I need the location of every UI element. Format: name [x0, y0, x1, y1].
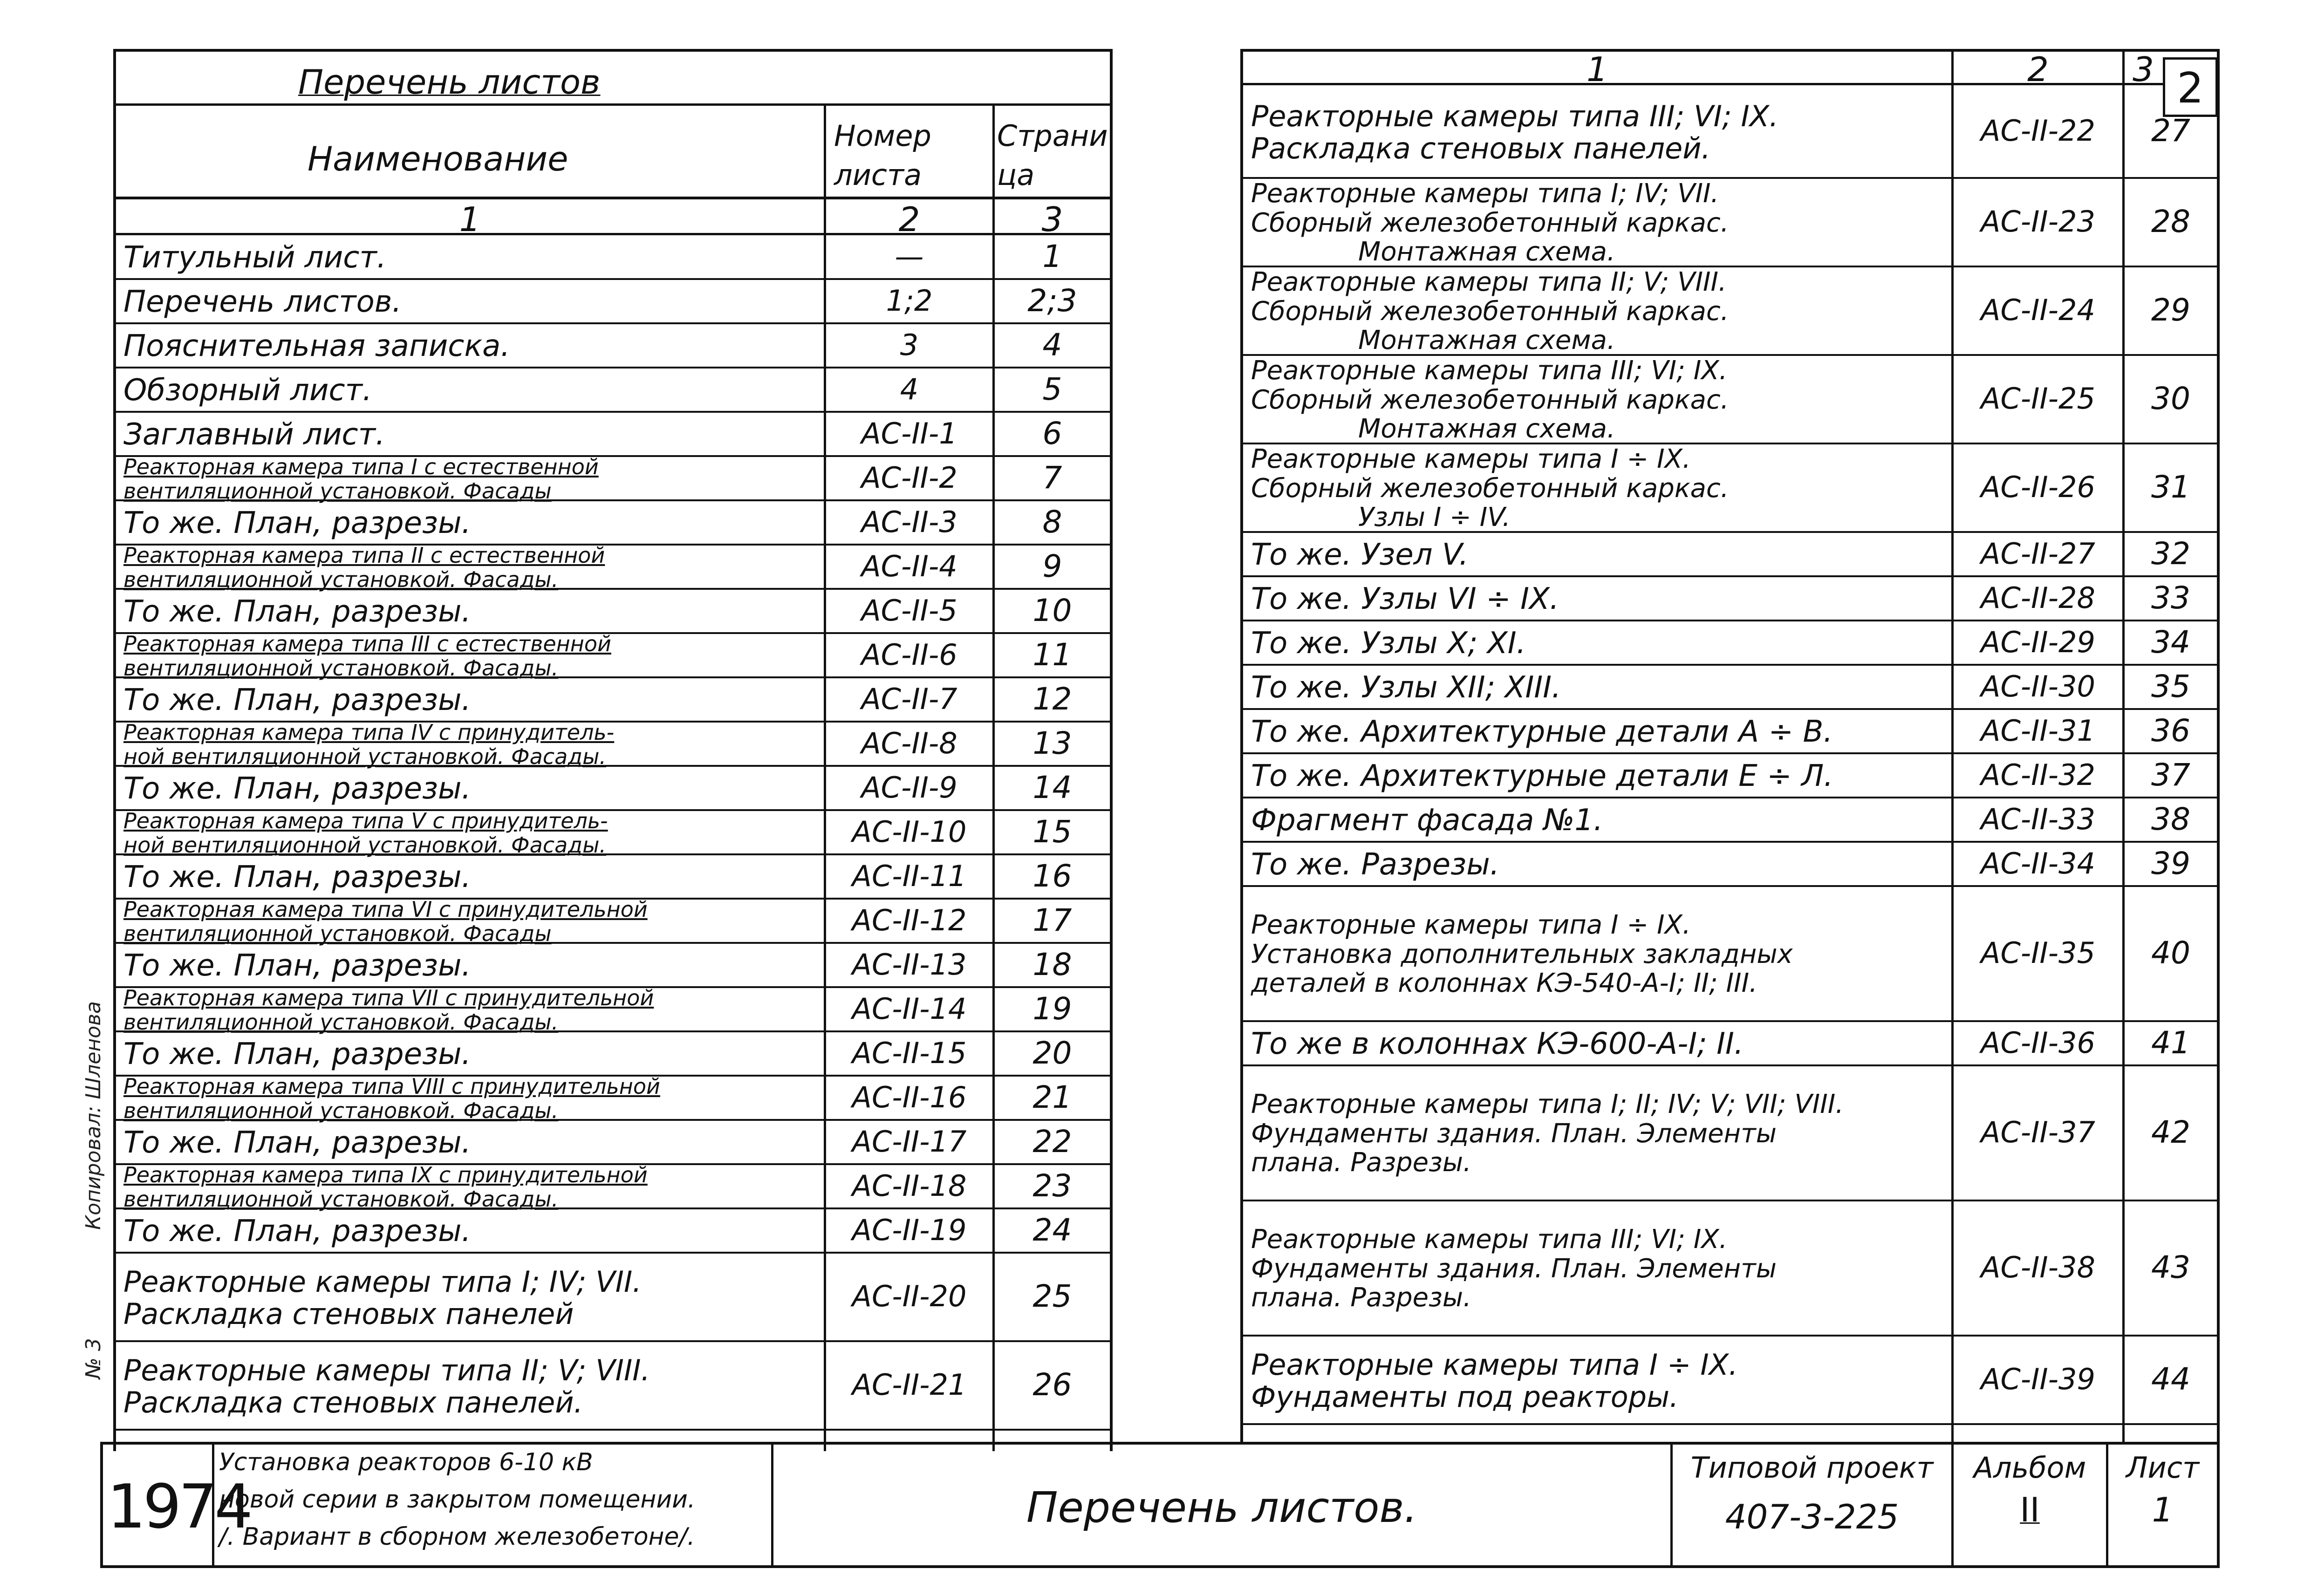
row-sheet-number: АС-II-33 [1981, 802, 2095, 836]
row-name-line: вентиляционной установкой. Фасады. [123, 1098, 559, 1123]
row-name-line: плана. Разрезы. [1251, 1147, 1471, 1178]
row-name-line: То же. Архитектурные детали Е ÷ Л. [1251, 758, 1833, 793]
row-name-line: Реакторная камера типа VII с принудительной [123, 985, 654, 1010]
row-sheet-number: АС-II-24 [1981, 293, 2095, 327]
row-name-line: Сборный железобетонный каркас. [1251, 384, 1729, 415]
row-name-line: Фундаменты здания. План. Элементы [1251, 1118, 1777, 1149]
row-name-line: Перечень листов. [123, 284, 402, 319]
row-sheet-number: АС-II-22 [1981, 114, 2095, 148]
row-sheet-number: АС-II-7 [861, 682, 957, 716]
row-page-number: 42 [2151, 1114, 2190, 1150]
row-name-line: Заглавный лист. [123, 417, 385, 452]
row-sheet-number: АС-II-26 [1981, 470, 2095, 504]
row-page-number: 23 [1032, 1167, 1072, 1204]
row-page-number: 13 [1032, 725, 1072, 761]
row-name-line: Установка дополнительных закладных [1251, 939, 1793, 969]
row-divider [1240, 841, 2220, 843]
row-name-line: ной вентиляционной установкой. Фасады. [123, 743, 607, 769]
row-name-line: Реакторные камеры типа I ÷ IX. [1251, 443, 1691, 474]
row-page-number: 28 [2151, 204, 2190, 239]
title-block-year: 1974 [107, 1471, 250, 1542]
row-divider [113, 322, 1113, 324]
row-divider [113, 367, 1113, 368]
row-divider [1240, 620, 2220, 621]
row-name-line: ной вентиляционной установкой. Фасады. [123, 832, 607, 858]
row-page-number: 25 [1032, 1278, 1072, 1314]
row-sheet-number: АС-II-12 [852, 903, 967, 937]
row-name-line: Реакторная камера типа VI с принудительной [123, 896, 648, 922]
row-name-line: Реакторная камера типа I с естественной [123, 454, 599, 479]
row-sheet-number: АС-II-28 [1981, 580, 2095, 615]
row-page-number: 1 [1042, 238, 1062, 274]
row-name-line: Реакторная камера типа IV с принудитель- [123, 719, 615, 745]
row-page-number: 38 [2151, 801, 2190, 837]
row-name-line: Монтажная схема. [1358, 325, 1615, 356]
row-page-number: 17 [1032, 902, 1072, 938]
row-sheet-number: АС-II-2 [861, 460, 957, 495]
left-colnum-3: 3 [1041, 200, 1063, 239]
row-page-number: 44 [2151, 1361, 2190, 1397]
row-name-line: То же. План, разрезы. [123, 859, 471, 894]
right-colnum-1: 1 [1586, 50, 1608, 89]
row-page-number: 20 [1032, 1035, 1072, 1071]
sheet-label: Лист [2126, 1451, 2200, 1485]
row-page-number: 6 [1042, 415, 1062, 451]
row-sheet-number: АС-II-4 [861, 549, 957, 583]
row-page-number: 12 [1032, 681, 1072, 717]
row-page-number: 40 [2151, 935, 2190, 971]
row-page-number: 14 [1032, 769, 1072, 805]
row-divider [1240, 1200, 2220, 1201]
row-divider [1240, 1423, 2220, 1425]
row-name-line: Фундаменты под реакторы. [1251, 1380, 1679, 1414]
row-page-number: 34 [2151, 624, 2190, 660]
header-page: Страница [997, 119, 1108, 192]
row-sheet-number: 1;2 [886, 283, 933, 318]
row-sheet-number: 4 [900, 372, 919, 406]
row-page-number: 8 [1042, 504, 1062, 540]
description-line-3: /. Вариант в сборном железобетоне/. [219, 1523, 695, 1551]
row-sheet-number: АС-II-8 [861, 726, 957, 760]
row-page-number: 41 [2151, 1024, 2190, 1061]
row-name-line: Реакторная камера типа III с естественной [123, 631, 611, 656]
row-name-line: вентиляционной установкой. Фасады [123, 921, 552, 946]
row-sheet-number: АС-II-1 [861, 416, 957, 450]
row-divider [1240, 1335, 2220, 1337]
row-name-line: То же. План, разрезы. [123, 1214, 471, 1248]
row-divider [1240, 1064, 2220, 1066]
row-name-line: вентиляционной установкой. Фасады. [123, 655, 559, 681]
row-name-line: Титульный лист. [123, 240, 387, 275]
right-table-left-border [1240, 49, 1243, 1442]
row-sheet-number: АС-II-27 [1981, 536, 2095, 571]
row-sheet-number: АС-II-14 [852, 991, 967, 1026]
row-name-line: Реакторная камера типа IX с принудительной [123, 1162, 648, 1187]
row-sheet-number: АС-II-23 [1981, 205, 2095, 239]
row-sheet-number: АС-II-34 [1981, 846, 2095, 880]
sheet-corner-box [2163, 57, 2218, 117]
row-name-line: Реакторные камеры типа II; V; VIII. [123, 1353, 650, 1387]
row-name-line: Раскладка стеновых панелей. [123, 1385, 583, 1419]
row-sheet-number: АС-II-17 [852, 1124, 967, 1159]
row-name-line: То же. План, разрезы. [123, 948, 471, 983]
row-name-line: Монтажная схема. [1358, 237, 1615, 267]
row-page-number: 2;3 [1027, 282, 1077, 319]
description-line-2: новой серии в закрытом помещении. [219, 1486, 696, 1514]
row-page-number: 4 [1042, 327, 1062, 363]
right-table-right-border [2217, 49, 2220, 1568]
title-block-bottom [100, 1565, 2220, 1568]
row-divider [113, 1252, 1113, 1254]
row-sheet-number: АС-II-5 [861, 593, 957, 627]
row-name-line: Реакторные камеры типа II; V; VIII. [1251, 266, 1727, 297]
row-page-number: 15 [1032, 813, 1072, 850]
row-name-line: вентиляционной установкой. Фасады. [123, 1009, 559, 1035]
row-name-line: Реакторные камеры типа I; IV; VII. [1251, 178, 1719, 209]
row-page-number: 9 [1042, 548, 1062, 584]
row-name-line: Монтажная схема. [1358, 414, 1615, 444]
header-name: Наименование [308, 139, 568, 178]
margin-archive-number: № 3 [82, 1338, 105, 1379]
row-divider [113, 1429, 1113, 1431]
row-sheet-number: АС-II-15 [852, 1036, 967, 1070]
row-sheet-number: АС-II-9 [861, 770, 957, 805]
row-page-number: 37 [2151, 757, 2190, 793]
row-page-number: 32 [2151, 535, 2190, 572]
row-divider [1240, 885, 2220, 887]
row-page-number: 21 [1032, 1079, 1072, 1115]
row-sheet-number: АС-II-38 [1981, 1250, 2095, 1284]
left-title-separator [113, 103, 1113, 106]
row-sheet-number: 3 [900, 327, 919, 362]
row-name-line: То же. План, разрезы. [123, 1037, 471, 1071]
row-name-line: Раскладка стеновых панелей. [1251, 131, 1711, 165]
row-page-number: 22 [1032, 1123, 1072, 1159]
row-name-line: То же. План, разрезы. [123, 1125, 471, 1160]
row-divider [113, 411, 1113, 413]
row-page-number: 24 [1032, 1212, 1072, 1248]
row-name-line: Сборный железобетонный каркас. [1251, 207, 1729, 238]
row-name-line: Реакторные камеры типа I ÷ IX. [1251, 1347, 1738, 1382]
row-page-number: 11 [1032, 636, 1072, 673]
sheet-value: 1 [2152, 1490, 2174, 1529]
row-page-number: 7 [1042, 459, 1062, 496]
row-name-line: То же. План, разрезы. [123, 505, 471, 540]
row-sheet-number: АС-II-35 [1981, 936, 2095, 970]
description-line-1: Установка реакторов 6-10 кВ [219, 1448, 593, 1476]
row-name-line: То же. Архитектурные детали А ÷ В. [1251, 714, 1833, 749]
album-label: Альбом [1973, 1451, 2086, 1485]
row-sheet-number: АС-II-31 [1981, 713, 2095, 748]
row-sheet-number: АС-II-32 [1981, 757, 2095, 792]
row-name-line: Пояснительная записка. [123, 328, 510, 363]
row-name-line: Сборный железобетонный каркас. [1251, 296, 1729, 327]
title-block-left [100, 1442, 103, 1568]
row-sheet-number: АС-II-18 [852, 1168, 967, 1203]
row-name-line: вентиляционной установкой. Фасады. [123, 566, 559, 592]
row-divider [1240, 664, 2220, 666]
sheet-corner-number: 2 [2177, 64, 2204, 113]
row-name-line: То же в колоннах КЭ-600-А-I; II. [1251, 1026, 1744, 1061]
row-page-number: 30 [2151, 381, 2190, 416]
title-block-top [100, 1442, 2220, 1445]
row-name-line: Раскладка стеновых панелей [123, 1297, 574, 1331]
row-name-line: Обзорный лист. [123, 373, 372, 408]
row-name-line: Реакторные камеры типа III; VI; IX. [1251, 99, 1778, 133]
row-name-line: То же. План, разрезы. [123, 594, 471, 629]
left-colnum-1: 1 [459, 200, 481, 239]
row-name-line: Сборный железобетонный каркас. [1251, 473, 1729, 504]
row-page-number: 31 [2151, 469, 2190, 505]
left-table-title: Перечень листов [298, 62, 601, 102]
left-colnum-2: 2 [898, 200, 920, 239]
row-divider [113, 278, 1113, 280]
left-table-left-border [113, 49, 116, 1451]
row-name-line: То же. Узлы X; XI. [1251, 626, 1526, 661]
row-page-number: 35 [2151, 668, 2190, 704]
album-value: II [2020, 1490, 2040, 1529]
row-name-line: Реакторная камера типа VIII с принудительной [123, 1073, 660, 1099]
row-name-line: То же. Разрезы. [1251, 847, 1500, 882]
row-sheet-number: АС-II-29 [1981, 625, 2095, 659]
row-page-number: 43 [2151, 1249, 2190, 1285]
row-sheet-number: АС-II-36 [1981, 1025, 2095, 1060]
row-sheet-number: АС-II-13 [852, 947, 967, 982]
row-divider [1240, 1020, 2220, 1022]
row-name-line: Реакторные камеры типа I; II; IV; V; VII; VIII. [1251, 1089, 1844, 1119]
right-colnum-2: 2 [2027, 50, 2049, 89]
row-sheet-number: АС-II-3 [861, 505, 957, 539]
row-sheet-number: АС-II-25 [1981, 382, 2095, 416]
left-header-bottom [113, 197, 1113, 199]
row-page-number: 19 [1032, 990, 1072, 1027]
row-divider [1240, 575, 2220, 577]
row-name-line: То же. Узлы XII; XIII. [1251, 670, 1561, 705]
row-name-line: Реакторные камеры типа I; IV; VII. [123, 1264, 642, 1299]
row-page-number: 39 [2151, 845, 2190, 881]
row-name-line: Реакторные камеры типа I ÷ IX. [1251, 909, 1691, 940]
row-page-number: 26 [1032, 1367, 1072, 1403]
row-name-line: Узлы I ÷ IV. [1358, 502, 1511, 533]
row-name-line: плана. Разрезы. [1251, 1282, 1471, 1313]
project-number: 407-3-225 [1725, 1497, 1899, 1536]
row-name-line: Реакторные камеры типа III; VI; IX. [1251, 1224, 1728, 1255]
row-name-line: То же. Узел V. [1251, 537, 1469, 572]
row-page-number: 5 [1042, 371, 1062, 407]
left-table-top-border [113, 49, 1113, 52]
row-name-line: деталей в колоннах КЭ-540-А-I; II; III. [1251, 968, 1757, 999]
row-name-line: Реакторная камера типа II с естественной [123, 542, 605, 568]
row-page-number: 16 [1032, 858, 1072, 894]
row-sheet-number: АС-II-16 [852, 1080, 967, 1114]
row-name-line: вентиляционной установкой. Фасады [123, 478, 552, 504]
row-sheet-number: АС-II-21 [852, 1368, 967, 1402]
project-label: Типовой проект [1690, 1451, 1934, 1485]
row-divider [113, 1340, 1113, 1342]
row-sheet-number: АС-II-39 [1981, 1362, 2095, 1396]
row-name-line: Фрагмент фасада №1. [1251, 803, 1603, 838]
row-sheet-number: АС-II-11 [852, 859, 967, 893]
row-page-number: 36 [2151, 712, 2190, 749]
row-page-number: 27 [2151, 113, 2190, 149]
row-sheet-number: АС-II-6 [861, 637, 957, 672]
row-name-line: Реакторные камеры типа III; VI; IX. [1251, 355, 1728, 386]
row-name-line: Фундаменты здания. План. Элементы [1251, 1253, 1777, 1284]
left-table-right-border [1110, 49, 1113, 1451]
row-sheet-number: АС-II-37 [1981, 1115, 2095, 1149]
row-sheet-number: АС-II-19 [852, 1213, 967, 1247]
sheet-title: Перечень листов. [1026, 1483, 1418, 1532]
right-colnum-3: 3 [2133, 50, 2154, 89]
row-name-line: вентиляционной установкой. Фасады. [123, 1186, 559, 1212]
row-name-line: То же. Узлы VI ÷ IX. [1251, 581, 1559, 616]
row-page-number: 33 [2151, 580, 2190, 616]
margin-vertical-note: Копировал: Шленова [82, 1001, 105, 1230]
row-page-number: 29 [2151, 292, 2190, 328]
row-divider [1240, 752, 2220, 754]
row-sheet-number: АС-II-20 [852, 1279, 967, 1313]
row-divider [1240, 797, 2220, 798]
row-sheet-number: АС-II-30 [1981, 669, 2095, 703]
header-number: Номер листа [834, 119, 931, 192]
row-name-line: Реакторная камера типа V с принудитель- [123, 808, 608, 833]
row-page-number: 18 [1032, 946, 1072, 982]
row-name-line: То же. План, разрезы. [123, 682, 471, 717]
row-sheet-number: — [895, 239, 924, 273]
row-page-number: 10 [1032, 592, 1072, 628]
row-name-line: То же. План, разрезы. [123, 771, 471, 806]
row-divider [1240, 708, 2220, 710]
row-sheet-number: АС-II-10 [852, 814, 967, 849]
